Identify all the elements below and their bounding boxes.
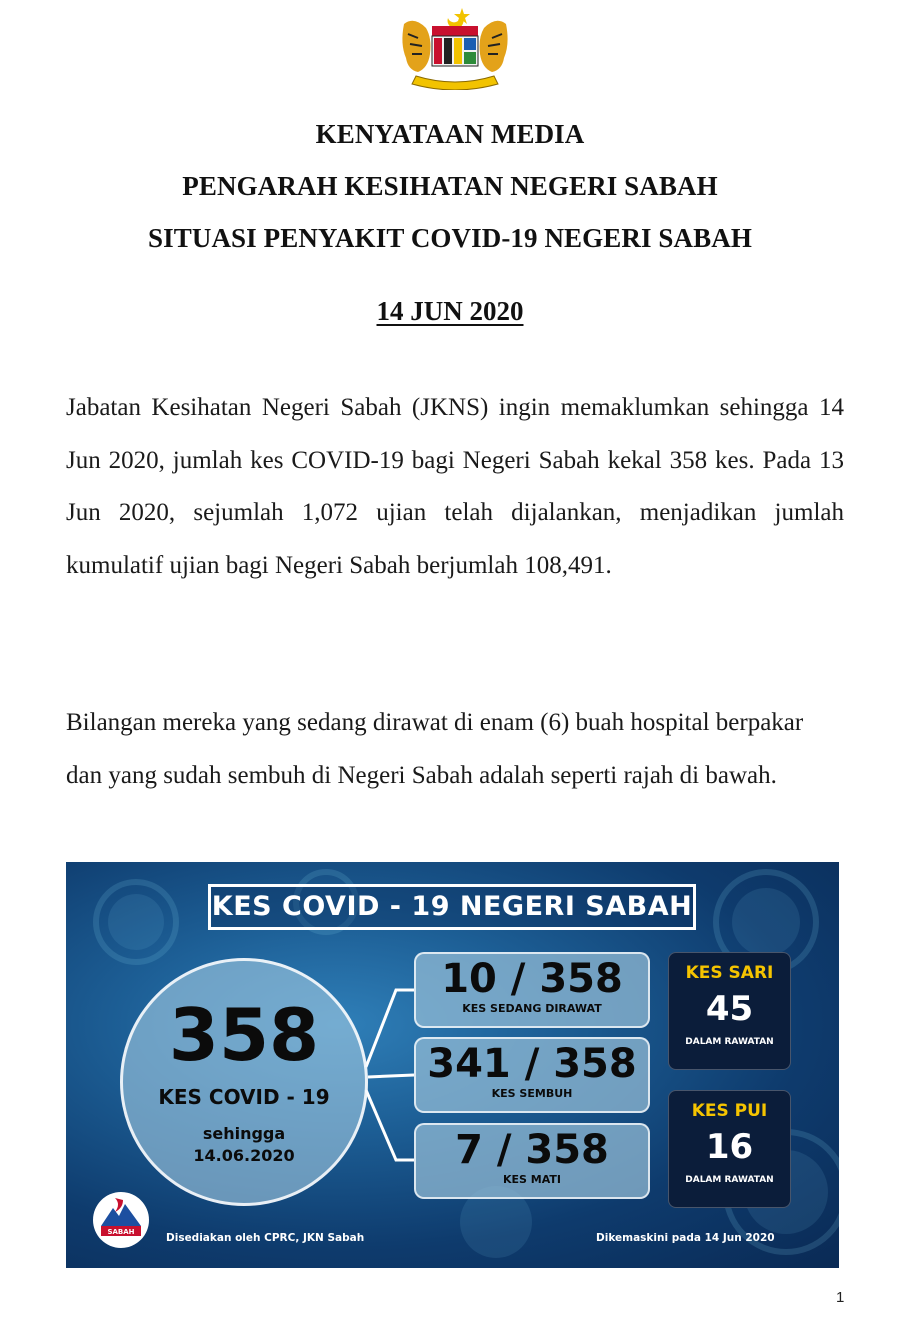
stat-label: KES SEMBUH [491,1087,573,1100]
side-box-sub: DALAM RAWATAN [685,1037,774,1047]
stat-box-recovered [414,1037,650,1113]
side-box-heading: KES SARI [685,963,774,983]
stat-label: KES SEDANG DIRAWAT [462,1002,602,1015]
side-box-pui [668,1090,791,1208]
heading-line-2: PENGARAH KESIHATAN NEGERI SABAH [182,171,718,201]
sabah-logo-icon [91,1190,151,1250]
stat-box-deaths [414,1123,650,1199]
total-until-date: 14.06.2020 [193,1146,295,1165]
prepared-by-text: Disediakan oleh CPRC, JKN Sabah [166,1232,365,1244]
paragraph-1: Jabatan Kesihatan Negeri Sabah (JKNS) ingin memaklumkan sehingga 14 Jun 2020, jumlah kes COVID-19 bagi Negeri Sabah kekal 358 kes. Pada 13 Jun 2020, sejumlah 1,072 ujian telah dijalankan, menjadikan jumlah kumulatif ujian bagi Negeri Sabah berjumlah 108,491. [66,394,844,579]
sabah-logo-text: SABAH [107,1228,135,1236]
side-box-sari [668,952,791,1070]
heading-line-3: SITUASI PENYAKIT COVID-19 NEGERI SABAH [148,223,752,253]
total-cases-circle [120,958,368,1206]
side-box-sub: DALAM RAWATAN [685,1175,774,1185]
statement-date-text: 14 JUN 2020 [376,296,524,326]
stat-value: 7 / 358 [455,1127,609,1173]
side-box-value: 16 [705,1127,754,1167]
coat-of-arms-icon [398,4,512,90]
stat-box-treated [414,952,650,1028]
page-number: 1 [836,1289,845,1306]
total-cases-value: 358 [168,993,320,1077]
infographic-title: KES COVID - 19 NEGERI SABAH [208,884,696,930]
stat-value: 10 / 358 [441,956,623,1002]
covid-infographic [66,862,839,1268]
statement-date [0,296,900,327]
side-box-heading: KES PUI [691,1101,768,1121]
paragraph-2: Bilangan mereka yang sedang dirawat di enam (6) buah hospital berpakar dan yang sudah sembuh di Negeri Sabah adalah seperti rajah di bawah. [66,709,804,789]
side-box-value: 45 [705,989,754,1029]
updated-on-text: Dikemaskini pada 14 Jun 2020 [596,1232,775,1244]
stat-value: 341 / 358 [427,1041,637,1087]
total-cases-label: KES COVID - 19 [158,1085,330,1109]
total-until-label: sehingga [202,1124,286,1143]
heading-block [0,108,900,264]
stat-label: KES MATI [503,1173,561,1186]
heading-line-1: KENYATAAN MEDIA [315,119,585,149]
